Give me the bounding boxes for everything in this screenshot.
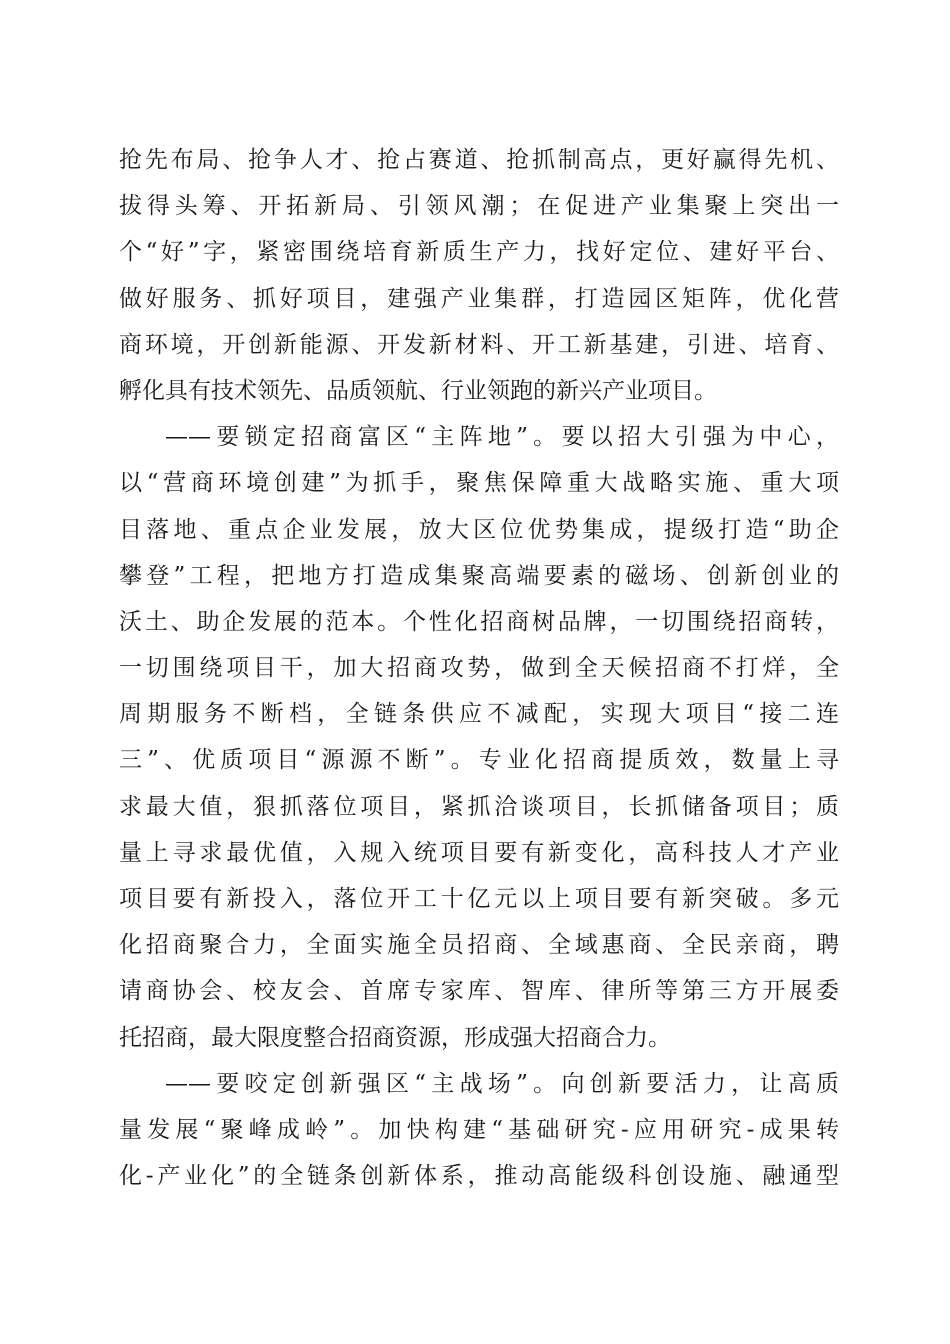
- text-line: 做好服务、抓好项目，建强产业集群，打造园区矩阵，优化营: [119, 285, 839, 312]
- text-line: 一切围绕项目干，加大招商攻势，做到全天候招商不打烊，全: [119, 655, 839, 682]
- text-line: 商环境，开创新能源、开发新材料、开工新基建，引进、培育、: [119, 331, 839, 358]
- text-line: 以“营商环境创建”为抓手，聚焦保障重大战略实施、重大项: [119, 470, 839, 497]
- text-line: 沃土、助企发展的范本。个性化招商树品牌，一切围绕招商转，: [119, 608, 839, 635]
- text-line: 化招商聚合力，全面实施全员招商、全域惠商、全民亲商，聘: [119, 932, 839, 959]
- text-line: 个“好”字，紧密围绕培育新质生产力，找好定位、建好平台、: [119, 239, 839, 266]
- text-line: 孵化具有技术领先、品质领航、行业领跑的新兴产业项目。: [119, 377, 717, 404]
- text-line: 量上寻求最优值，入规入统项目要有新变化，高科技人才产业: [119, 839, 839, 866]
- body-text: [119, 137, 839, 1199]
- paragraph-heading-line: ——要锁定招商富区“主阵地”。要以招大引强为中心，: [165, 424, 839, 451]
- text-line: 请商协会、校友会、首席专家库、智库、律所等第三方开展委: [119, 978, 839, 1005]
- text-line: 托招商，最大限度整合招商资源，形成强大招商合力。: [119, 1024, 671, 1051]
- text-line: 项目要有新投入，落位开工十亿元以上项目要有新突破。多元: [119, 886, 839, 912]
- text-line: 抢先布局、抢争人才、抢占赛道、抢抓制高点，更好赢得先机、: [119, 147, 839, 173]
- text-line: 拔得头筹、开拓新局、引领风潮；在促进产业集聚上突出一: [119, 193, 839, 220]
- text-line: 化-产业化”的全链条创新体系，推动高能级科创设施、融通型: [119, 1163, 839, 1190]
- text-line: 攀登”工程，把地方打造成集聚高端要素的磁场、创新创业的: [119, 562, 839, 589]
- text-line: 三”、优质项目“源源不断”。专业化招商提质效，数量上寻: [119, 747, 839, 774]
- text-line: 目落地、重点企业发展，放大区位优势集成，提级打造“助企: [119, 516, 839, 543]
- paragraph-heading-line: ——要咬定创新强区“主战场”。向创新要活力，让高质: [165, 1070, 839, 1097]
- text-line: 周期服务不断档，全链条供应不减配，实现大项目“接二连: [119, 701, 839, 728]
- text-line: 量发展“聚峰成岭”。加快构建“基础研究-应用研究-成果转: [119, 1116, 839, 1143]
- text-line: 求最大值，狠抓落位项目，紧抓洽谈项目，长抓储备项目；质: [119, 793, 839, 820]
